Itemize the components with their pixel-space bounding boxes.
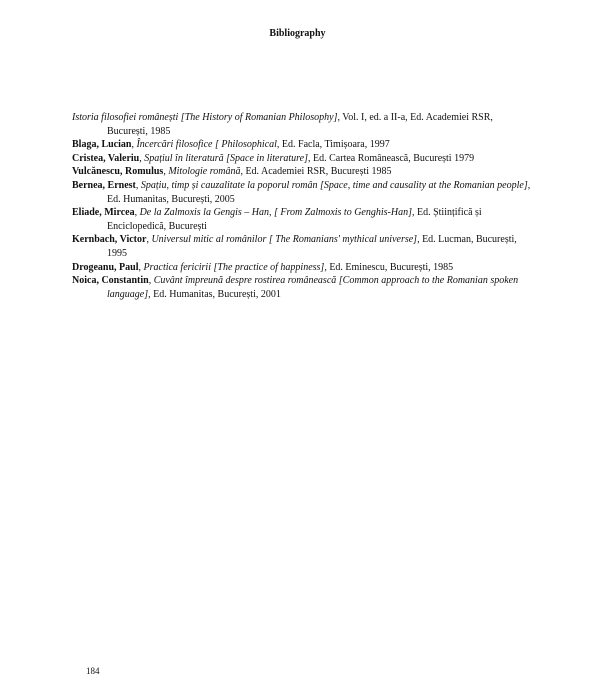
separator: , [131,139,137,151]
work-title: De la Zalmoxis la Gengis – Han, [ From Zalmoxis to Genghis-Han] [139,207,412,219]
publication-details: , Ed. Lucman, București, 1995 [107,234,517,259]
separator: , [139,152,145,164]
work-title: Încercări filosofice [ Philosophical [136,139,277,151]
author-name: Cristea, Valeriu [72,152,140,164]
bibliography-entry [72,206,532,233]
publication-details: , Ed. Humanitas, București, 2001 [148,288,281,300]
publication-details: , Ed. Științifică și Enciclopedică, București [107,207,482,232]
author-name: Blaga, Lucian [72,139,132,151]
page-title: Bibliography [269,28,326,39]
work-title: Istoria filosofiei românești [The History of Romanian Philosophy] [72,112,338,123]
separator: , [134,207,140,219]
bibliography-entry [72,233,532,260]
bibliography-entry [72,261,532,275]
work-title: Universul mitic al românilor [ The Romanians' mythical universe] [151,234,418,246]
author-name: Bernea, Ernest [72,179,136,191]
bibliography-entry [72,179,532,206]
bibliography-list [72,111,532,301]
bibliography-entry [72,165,532,179]
author-name: Noica, Constantin [72,275,149,287]
separator: , [138,261,144,273]
separator: , [146,234,152,246]
publication-details: , Ed. Humanitas, București, 2005 [107,179,531,205]
page-number: 184 [86,666,100,676]
work-title: Practica fericirii [The practice of happiness] [143,261,325,273]
work-title: Mitologie română [168,166,241,178]
author-name: Vulcănescu, Romulus [72,166,164,178]
separator: , [135,179,141,191]
author-name: Eliade, Mircea [72,207,135,219]
publication-details: , Ed. Eminescu, București, 1985 [324,261,454,273]
publication-details: , Ed. Facla, Timișoara, 1997 [276,139,390,151]
work-title: Cuvânt împreună despre rostirea românească [Common approach to the Romanian spoken language] [107,275,519,300]
bibliography-entry [72,152,532,166]
publication-details: , Ed. Academiei RSR, București 1985 [240,166,392,178]
bibliography-entry [72,138,532,152]
bibliography-entry [72,274,532,301]
publication-details: , Vol. I, ed. a II-a, Ed. Academiei RSR, București, 1985 [107,112,493,137]
work-title: Spațiul în literatură [Space in literature] [144,152,309,164]
separator: , [163,166,169,178]
separator: , [148,275,154,287]
bibliography-entry [72,111,532,138]
publication-details: , Ed. Cartea Românească, București 1979 [308,152,475,164]
work-title: Spațiu, timp și cauzalitate la poporul român [Space, time and causality at the Romanian people] [140,179,528,191]
author-name: Drogeanu, Paul [72,261,139,273]
author-name: Kernbach, Victor [72,234,147,246]
